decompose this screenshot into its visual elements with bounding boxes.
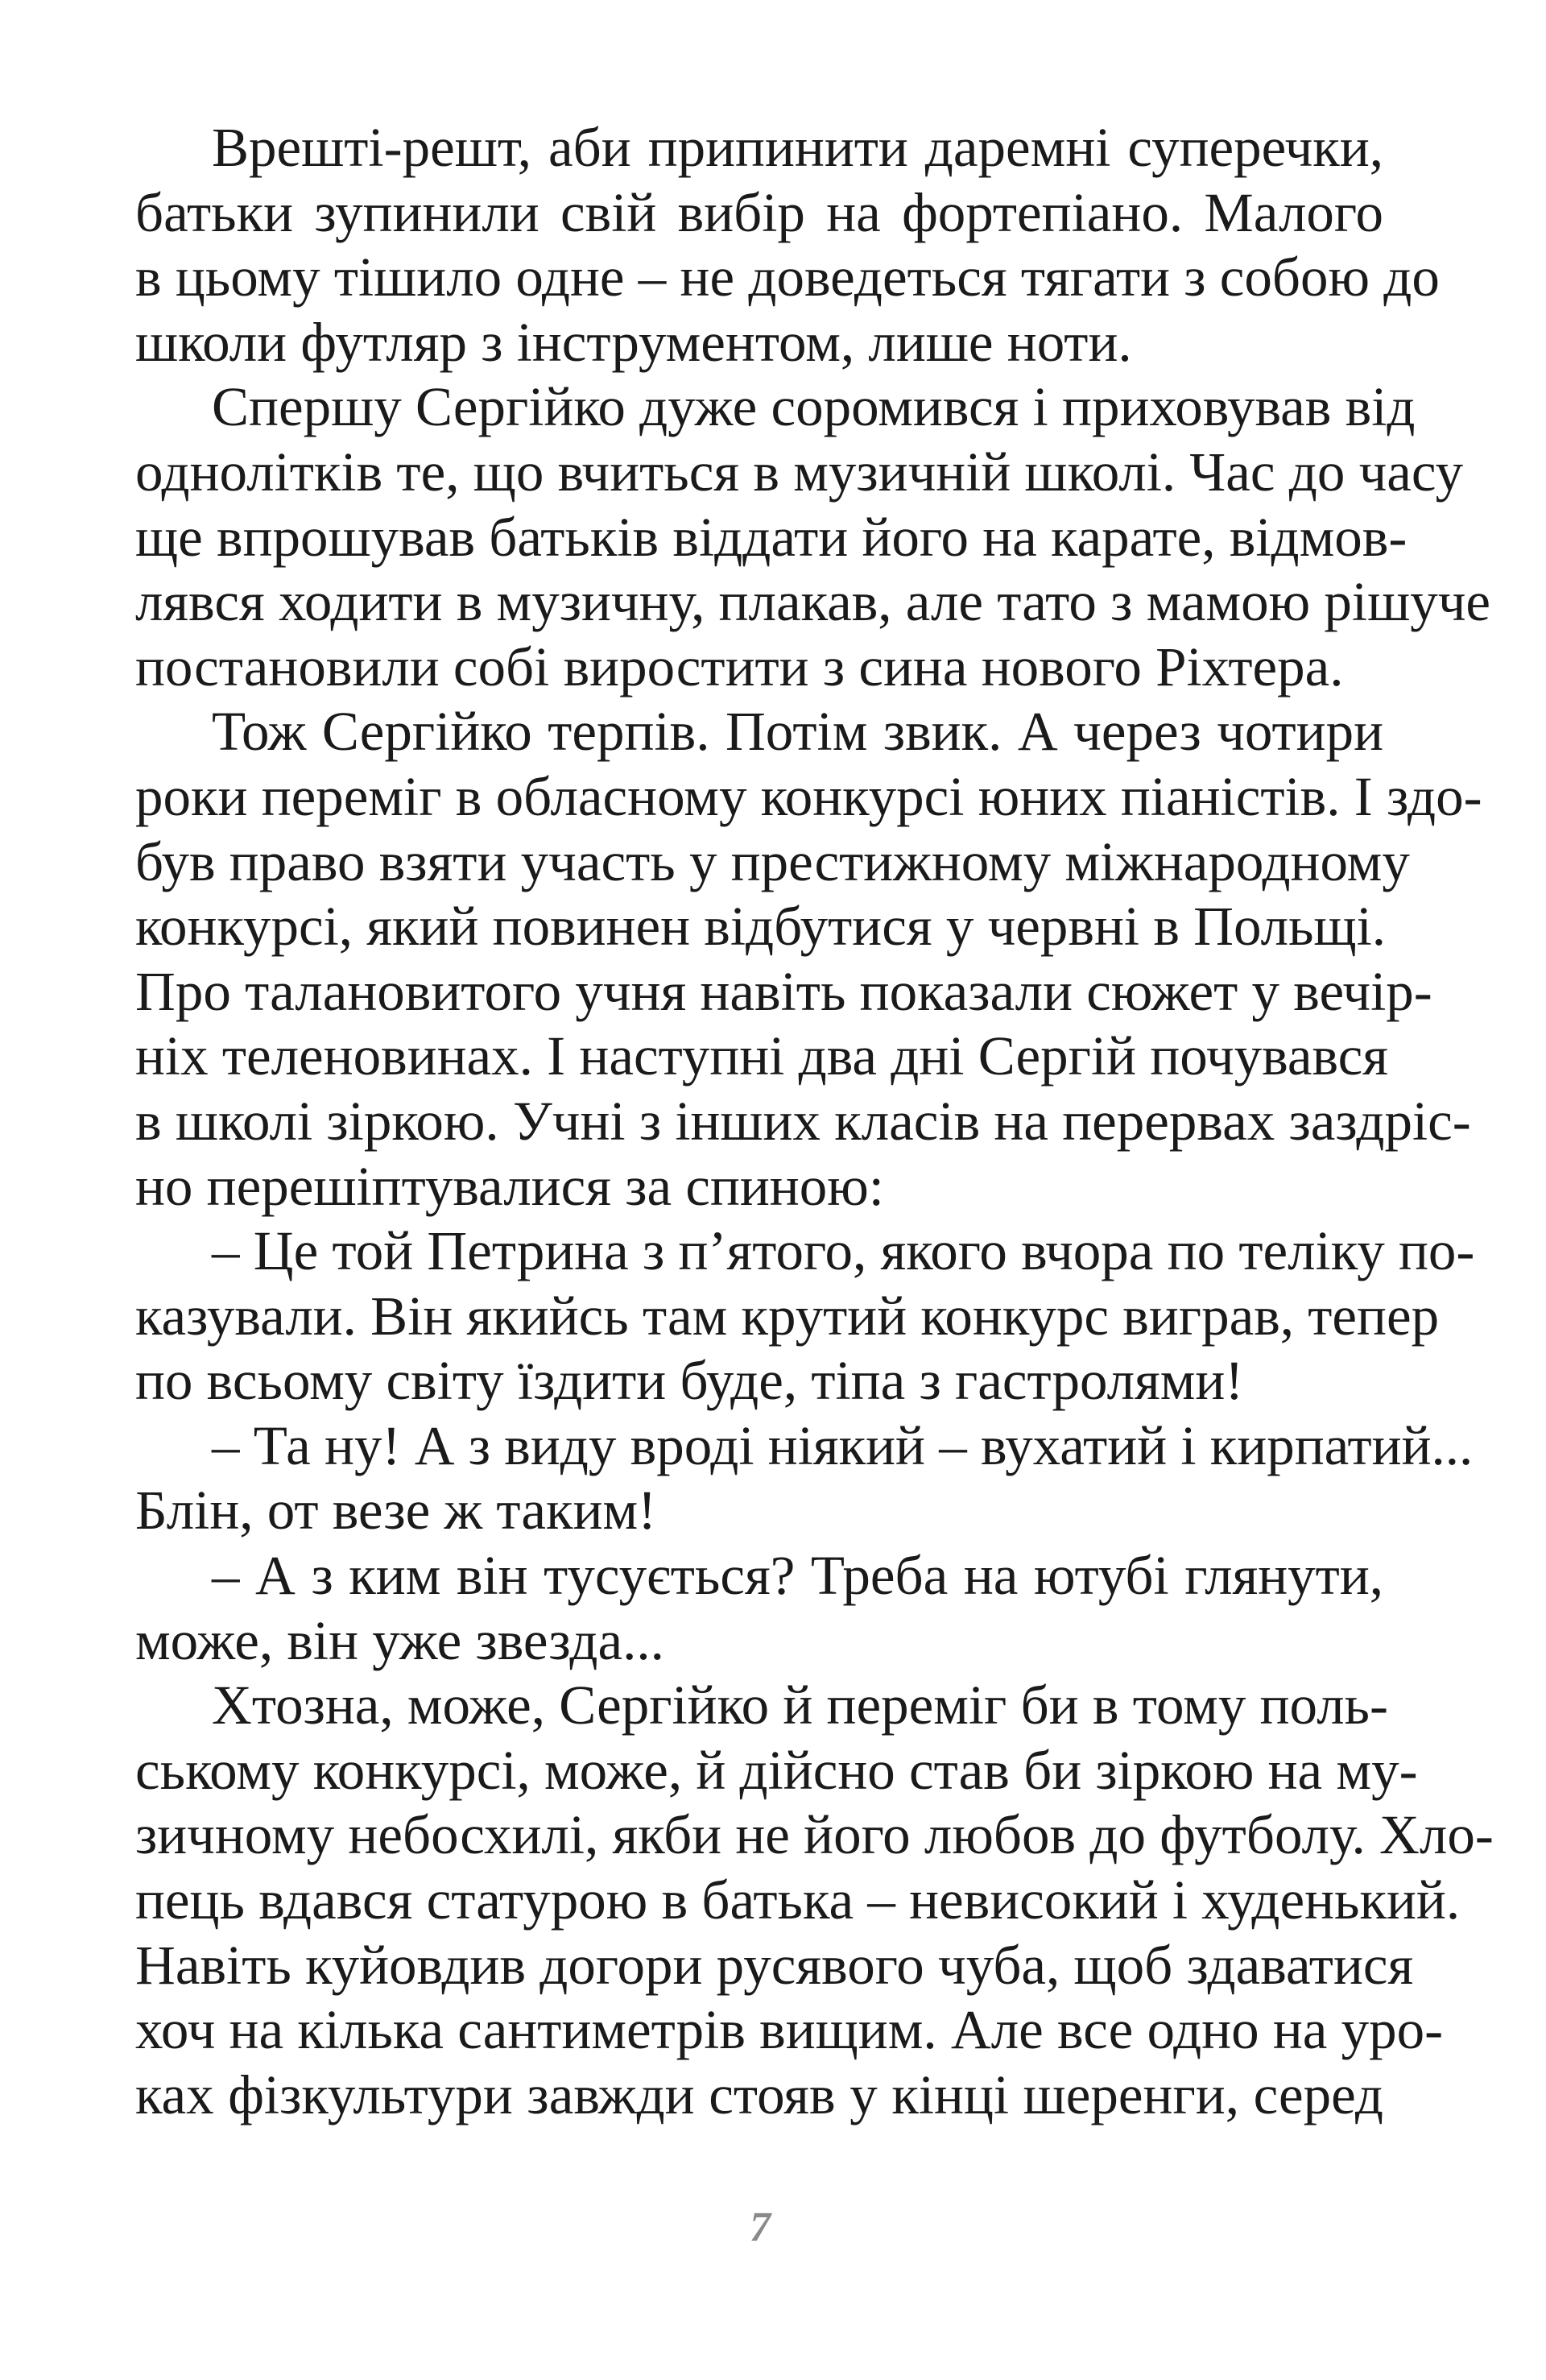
paragraph	[135, 115, 1440, 375]
text-line: зичному небосхилі, якби не його любов до футболу. Хло-	[135, 1804, 1494, 1866]
text-line: Про талановитого учня навіть показали сюжет у вечір-	[135, 960, 1432, 1022]
text-line: був право взяти участь у престижному міжнародному	[135, 830, 1410, 892]
text-line: Хтозна, може, Сергійко й переміг би в тому поль-	[212, 1674, 1388, 1736]
dialogue-paragraph	[135, 1414, 1474, 1543]
text-line: однолітків те, що вчиться в музичній школі. Час до часу	[135, 441, 1464, 503]
text-line: ще впрошував батьків віддати його на карате, відмов-	[135, 506, 1408, 568]
text-line: Тож Сергійко терпів. Потім звик. А через чотири	[212, 701, 1383, 763]
body-text	[135, 115, 1494, 2127]
text-line: Блін, от везе ж таким!	[135, 1480, 657, 1542]
text-line: Спершу Сергійко дуже соромився і приховував від	[212, 376, 1416, 438]
text-line: по всьому світу їздити буде, тіпа з гастролями!	[135, 1350, 1244, 1412]
text-line: роки переміг в обласному конкурсі юних піаністів. І здо-	[135, 765, 1482, 827]
text-line: ніх теленовинах. І наступні два дні Сергій почувався	[135, 1025, 1389, 1087]
text-line: – Та ну! А з виду вроді ніякий – вухатий і кирпатий...	[212, 1414, 1474, 1476]
text-line: лявся ходити в музичну, плакав, але тато з мамою рішуче	[135, 571, 1491, 633]
text-line: конкурсі, який повинен відбутися у червні в Польщі.	[135, 896, 1387, 958]
text-line: – А з ким він тусується? Треба на ютубі глянути,	[212, 1545, 1383, 1607]
text-line: школи футляр з інструментом, лише ноти.	[135, 311, 1132, 373]
paragraph	[135, 375, 1491, 699]
text-line: Навіть куйовдив догори русявого чуба, щоб здаватися	[135, 1934, 1414, 1996]
text-line: ках фізкультури завжди стояв у кінці шеренги, серед	[135, 2063, 1383, 2125]
text-line: батьки зупинили свій вибір на фортепіано. Малого	[135, 181, 1383, 243]
text-line: в школі зіркою. Учні з інших класів на перервах заздріс-	[135, 1090, 1471, 1152]
text-line: хоч на кілька сантиметрів вищим. Але все одно на уро-	[135, 1999, 1444, 2061]
text-line: пець вдався статурою в батька – невисокий і худенький.	[135, 1869, 1461, 1931]
text-line: – Це той Петрина з п’ятого, якого вчора по теліку по-	[212, 1220, 1475, 1282]
text-line: казували. Він якийсь там крутий конкурс виграв, тепер	[135, 1285, 1440, 1347]
text-line: може, він уже звезда...	[135, 1609, 664, 1671]
paragraph	[135, 1673, 1494, 2127]
text-line: ському конкурсі, може, й дійсно став би зіркою на му-	[135, 1739, 1418, 1801]
text-line: Врешті-решт, аби припинити даремні суперечки,	[212, 117, 1383, 178]
text-line: в цьому тішило одне – не доведеться тягати з собою до	[135, 246, 1440, 308]
page-number: 7	[750, 2204, 771, 2250]
dialogue-paragraph	[135, 1543, 1383, 1673]
text-line: постановили собі виростити з сина нового Ріхтера.	[135, 635, 1344, 697]
dialogue-paragraph	[135, 1219, 1475, 1414]
text-line: но перешіптувалися за спиною:	[135, 1155, 884, 1217]
paragraph	[135, 699, 1482, 1219]
